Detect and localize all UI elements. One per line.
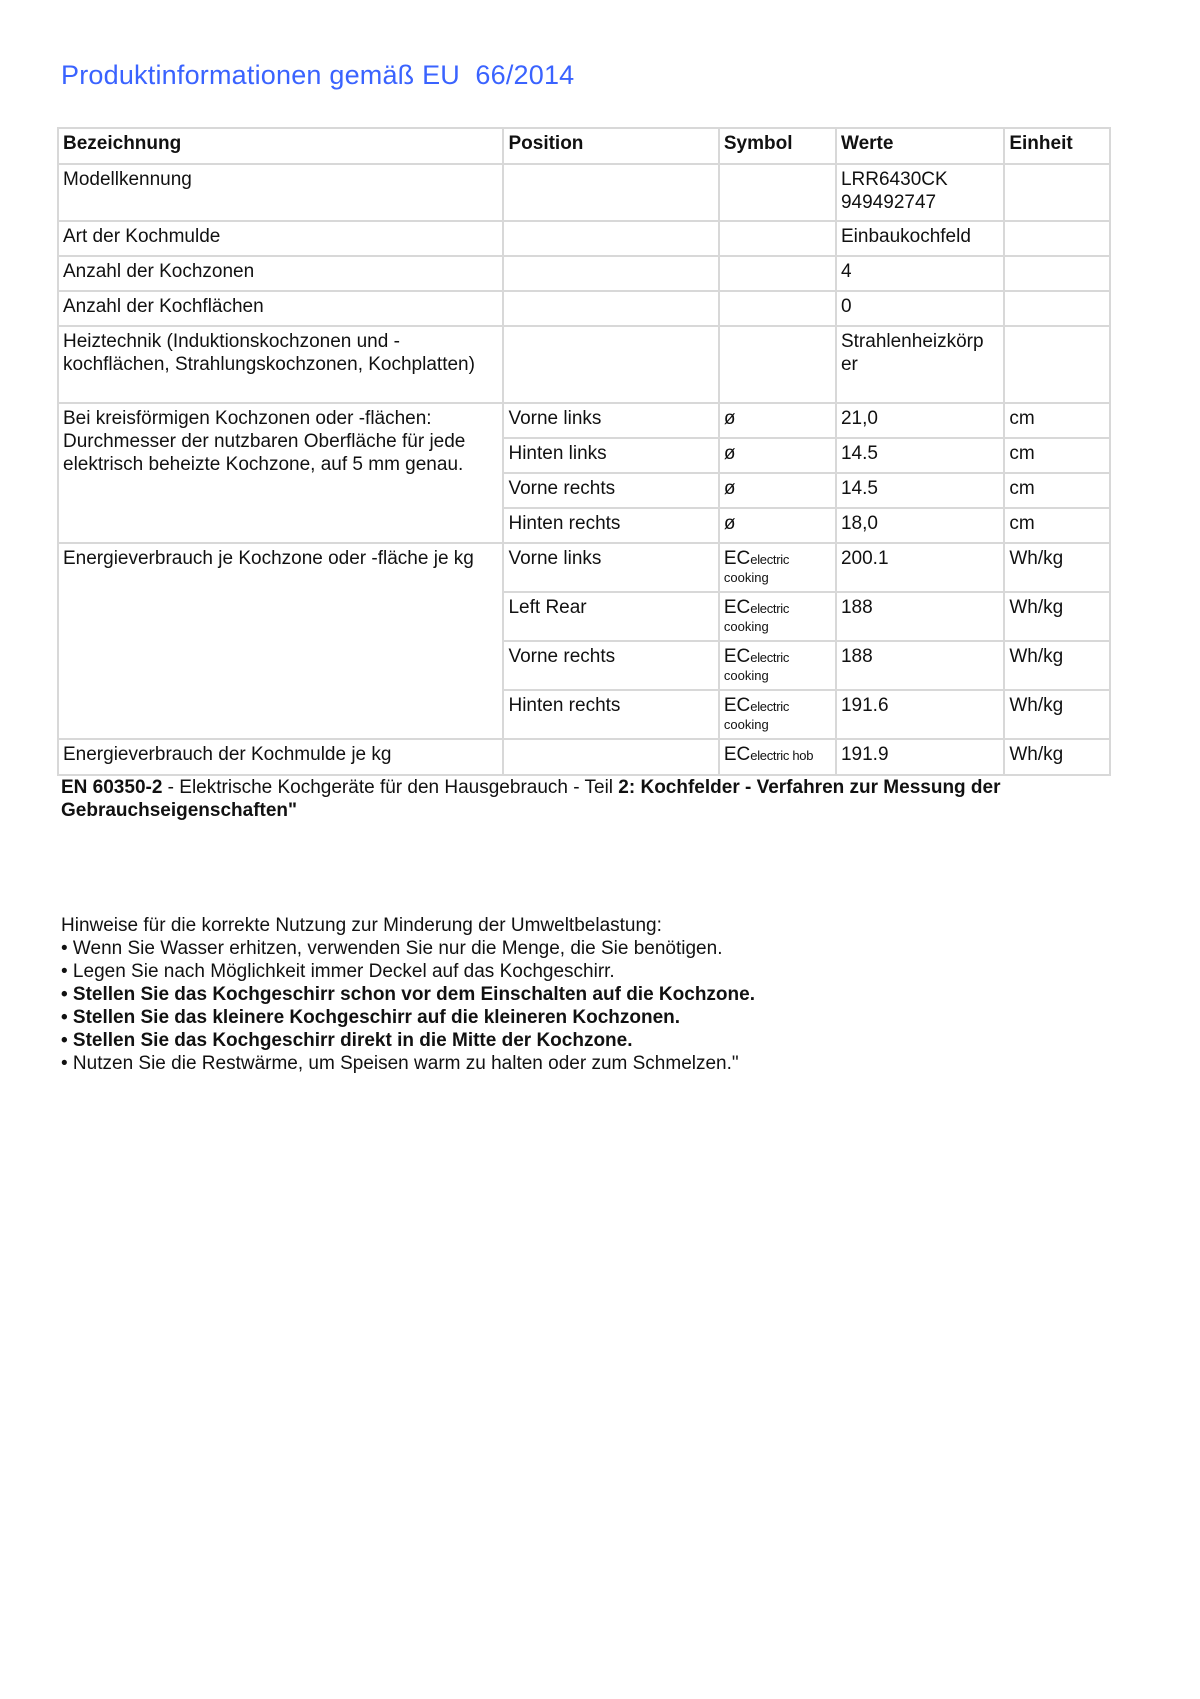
unit-energie-mulde: Wh/kg xyxy=(1004,739,1110,775)
label-anzahl-zonen: Anzahl der Kochzonen xyxy=(58,256,503,291)
product-number: 949492747 xyxy=(840,192,937,213)
position-cell xyxy=(503,739,718,775)
value-energie-mulde: 191.9 xyxy=(836,739,1004,775)
symbol-ec-cooking: ECelectric cooking xyxy=(719,543,836,592)
standard-description: - Elektrische Kochgeräte für den Hausgebrauch - Teil xyxy=(162,777,619,798)
position-durchmesser: Vorne links xyxy=(503,403,718,438)
unit-energie: Wh/kg xyxy=(1004,592,1110,641)
page-title: Produktinformationen gemäß EU 66/2014 xyxy=(61,60,575,90)
header-symbol: Symbol xyxy=(719,128,836,164)
unit-cell xyxy=(1004,326,1110,403)
symbol-ec-cooking: ECelectric cooking xyxy=(719,592,836,641)
value-art: Einbaukochfeld xyxy=(836,221,1004,256)
unit-durchmesser: cm xyxy=(1004,403,1110,438)
position-energie: Hinten rechts xyxy=(503,690,718,739)
label-energie-zone: Energieverbrauch je Kochzone oder -fläche je kg xyxy=(58,543,503,739)
position-cell xyxy=(503,164,718,221)
table-row-energie-zone xyxy=(58,543,1110,592)
header-werte: Werte xyxy=(836,128,1004,164)
table-row-anzahl-flaechen xyxy=(58,291,1110,326)
position-cell xyxy=(503,256,718,291)
unit-energie: Wh/kg xyxy=(1004,641,1110,690)
value-energie: 191.6 xyxy=(836,690,1004,739)
value-modellkennung xyxy=(836,164,1004,221)
hint-item: • Wenn Sie Wasser erhitzen, verwenden Sie nur die Menge, die Sie benötigen. xyxy=(61,938,723,959)
value-anzahl-flaechen: 0 xyxy=(836,291,1004,326)
symbol-cell xyxy=(719,221,836,256)
table-header-row xyxy=(58,128,1110,164)
hints-intro: Hinweise für die korrekte Nutzung zur Minderung der Umweltbelastung: xyxy=(61,915,662,936)
hint-item: • Stellen Sie das kleinere Kochgeschirr auf die kleineren Kochzonen. xyxy=(61,1007,681,1028)
position-cell xyxy=(503,291,718,326)
value-energie: 188 xyxy=(836,641,1004,690)
unit-cell xyxy=(1004,221,1110,256)
symbol-diameter: ø xyxy=(719,473,836,508)
hint-item: • Stellen Sie das Kochgeschirr direkt in die Mitte der Kochzone. xyxy=(61,1030,633,1051)
table-row-heiztechnik xyxy=(58,326,1110,403)
table-row-modellkennung xyxy=(58,164,1110,221)
value-durchmesser: 21,0 xyxy=(836,403,1004,438)
position-durchmesser: Hinten links xyxy=(503,438,718,473)
label-heiztechnik: Heiztechnik (Induktionskochzonen und -kochflächen, Strahlungskochzonen, Kochplatten) xyxy=(58,326,503,403)
unit-cell xyxy=(1004,164,1110,221)
hint-item: • Stellen Sie das Kochgeschirr schon vor dem Einschalten auf die Kochzone. xyxy=(61,984,755,1005)
value-heiztechnik-line1: Strahlenheizkörp xyxy=(840,331,984,352)
standard-number: EN 60350-2 xyxy=(61,777,163,798)
value-anzahl-zonen: 4 xyxy=(836,256,1004,291)
position-energie: Left Rear xyxy=(503,592,718,641)
symbol-ec-hob: ECelectric hob xyxy=(719,739,836,775)
unit-cell xyxy=(1004,291,1110,326)
value-energie: 200.1 xyxy=(836,543,1004,592)
standard-part-title: 2: Kochfelder - Verfahren zur Messung der Gebrauchseigenschaften" xyxy=(61,777,1001,821)
value-durchmesser: 14.5 xyxy=(836,438,1004,473)
standard-footnote xyxy=(61,776,1111,822)
table-row-art xyxy=(58,221,1110,256)
symbol-cell xyxy=(719,256,836,291)
value-durchmesser: 18,0 xyxy=(836,508,1004,543)
label-energie-mulde: Energieverbrauch der Kochmulde je kg xyxy=(58,739,503,775)
symbol-cell xyxy=(719,326,836,403)
label-modellkennung: Modellkennung xyxy=(58,164,503,221)
unit-durchmesser: cm xyxy=(1004,473,1110,508)
symbol-ec-cooking: ECelectric cooking xyxy=(719,641,836,690)
label-anzahl-flaechen: Anzahl der Kochflächen xyxy=(58,291,503,326)
unit-energie: Wh/kg xyxy=(1004,690,1110,739)
header-position: Position xyxy=(503,128,718,164)
unit-durchmesser: cm xyxy=(1004,508,1110,543)
usage-hints xyxy=(61,914,1111,1075)
unit-energie: Wh/kg xyxy=(1004,543,1110,592)
label-durchmesser: Bei kreisförmigen Kochzonen oder -flächen: Durchmesser der nutzbaren Oberfläche für jede elektrisch beheizte Kochzone, auf 5 mm genau. xyxy=(58,403,503,543)
symbol-cell xyxy=(719,291,836,326)
table-row-anzahl-zonen xyxy=(58,256,1110,291)
symbol-diameter: ø xyxy=(719,508,836,543)
value-heiztechnik xyxy=(836,326,1004,403)
hint-item: • Nutzen Sie die Restwärme, um Speisen warm zu halten oder zum Schmelzen." xyxy=(61,1053,739,1074)
position-durchmesser: Vorne rechts xyxy=(503,473,718,508)
value-heiztechnik-line2: er xyxy=(840,354,858,375)
table-row-energie-mulde xyxy=(58,739,1110,775)
value-energie: 188 xyxy=(836,592,1004,641)
position-durchmesser: Hinten rechts xyxy=(503,508,718,543)
header-einheit: Einheit xyxy=(1004,128,1110,164)
table-row-durchmesser xyxy=(58,403,1110,438)
header-bezeichnung: Bezeichnung xyxy=(58,128,503,164)
position-energie: Vorne rechts xyxy=(503,641,718,690)
hint-item: • Legen Sie nach Möglichkeit immer Deckel auf das Kochgeschirr. xyxy=(61,961,615,982)
product-info-table xyxy=(57,127,1111,776)
label-art: Art der Kochmulde xyxy=(58,221,503,256)
position-energie: Vorne links xyxy=(503,543,718,592)
position-cell xyxy=(503,326,718,403)
unit-cell xyxy=(1004,256,1110,291)
position-cell xyxy=(503,221,718,256)
model-number: LRR6430CK xyxy=(840,169,948,190)
value-durchmesser: 14.5 xyxy=(836,473,1004,508)
unit-durchmesser: cm xyxy=(1004,438,1110,473)
symbol-diameter: ø xyxy=(719,438,836,473)
symbol-ec-cooking: ECelectric cooking xyxy=(719,690,836,739)
symbol-diameter: ø xyxy=(719,403,836,438)
symbol-cell xyxy=(719,164,836,221)
